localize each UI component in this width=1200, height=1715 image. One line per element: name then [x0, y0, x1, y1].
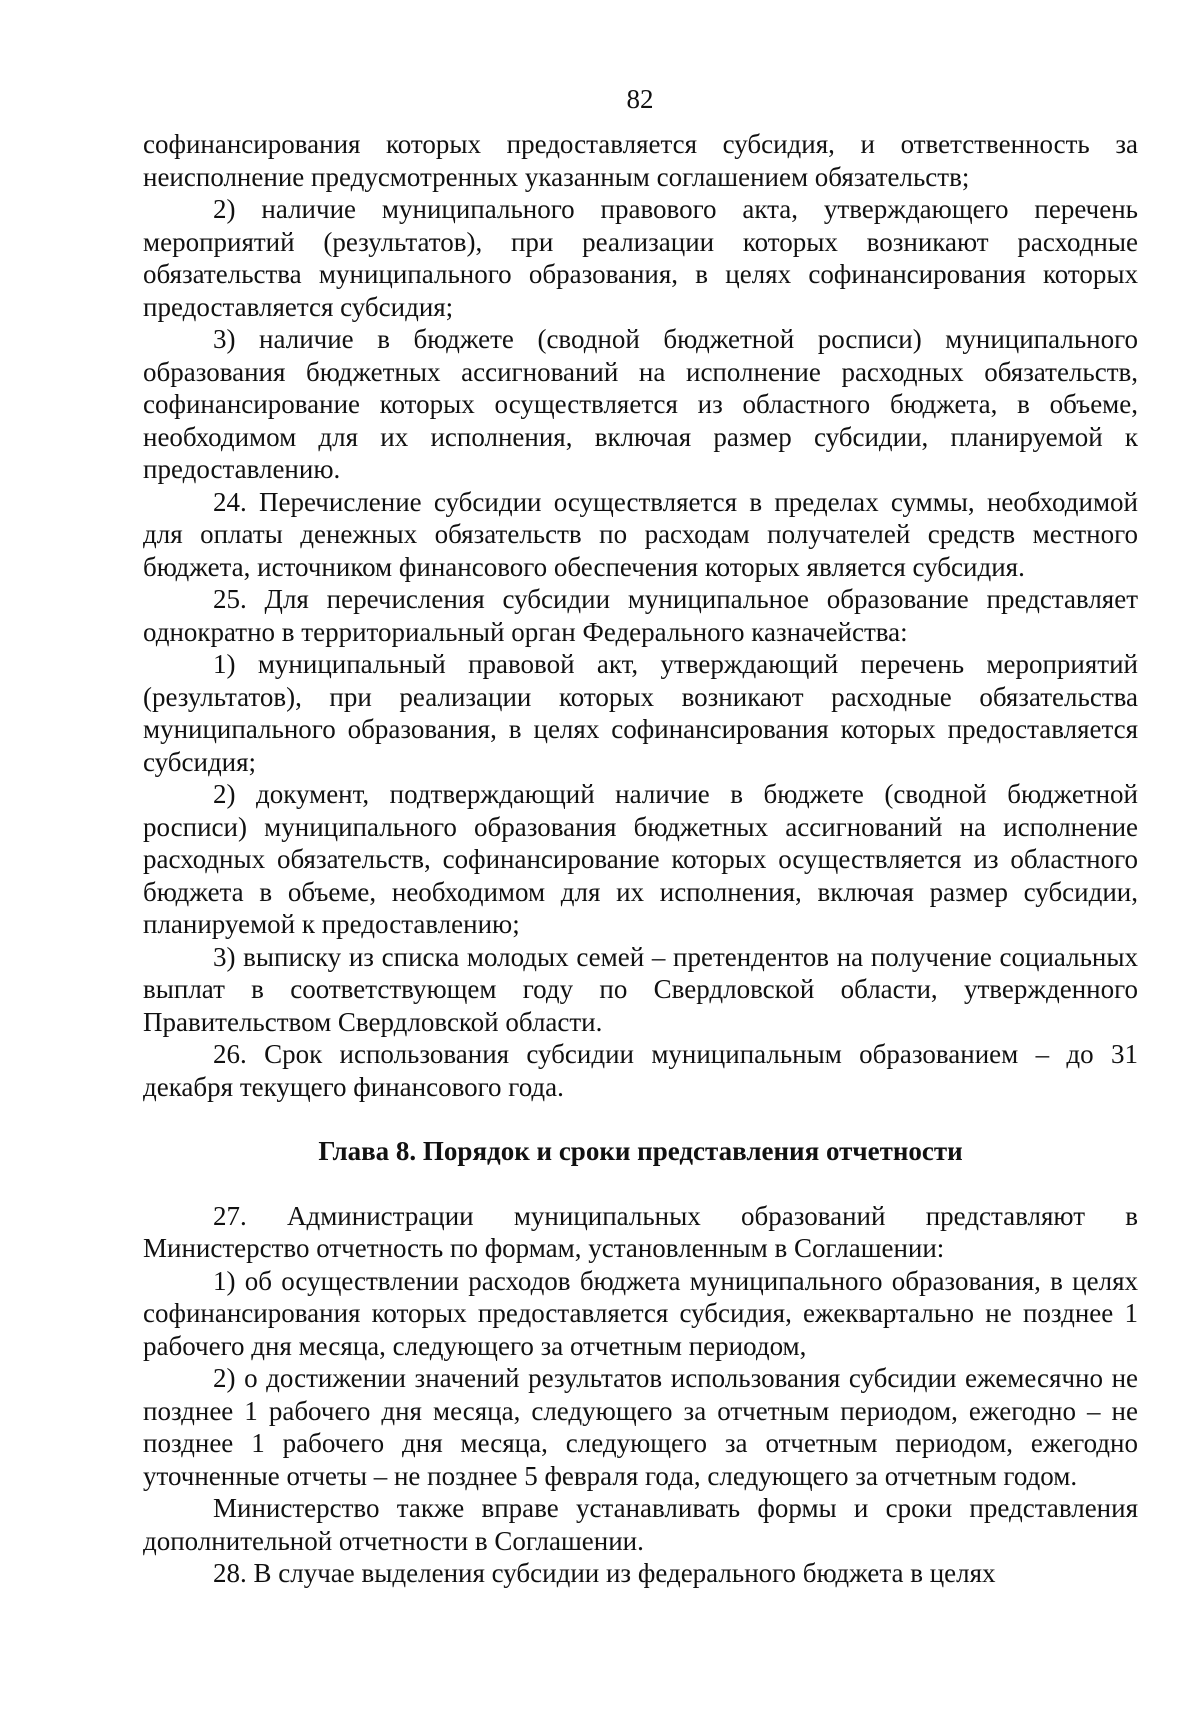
paragraph: 2) наличие муниципального правового акта, утверждающего перечень мероприятий (результатов), при реализации которых возникают расходные обязательства муниципального образования, в целях софинансирования которых предоставляется субсидия; — [143, 194, 1138, 322]
paragraph: 26. Срок использования субсидии муниципальным образованием – до 31 декабря текущего финансового года. — [143, 1039, 1138, 1102]
chapter-heading: Глава 8. Порядок и сроки представления отчетности — [318, 1136, 963, 1166]
paragraph: 2) о достижении значений результатов использования субсидии ежемесячно не позднее 1 рабочего дня месяца, следующего за отчетным периодом, ежегодно – не позднее 1 рабочего дня месяца, следующего за отчетным периодом, ежегодно уточненные отчеты – не позднее 5 февраля года, следующего за отчетным годом. — [143, 1363, 1138, 1491]
document-body — [143, 128, 1138, 1590]
paragraph: 3) наличие в бюджете (сводной бюджетной росписи) муниципального образования бюджетных ассигнований на исполнение расходных обязательств, софинансирование которых осуществляется из областного бюджета, в объеме, необходимом для их исполнения, включая размер субсидии, планируемой к предоставлению. — [143, 324, 1138, 484]
paragraph: 1) об осуществлении расходов бюджета муниципального образования, в целях софинансирования которых предоставляется субсидия, ежеквартально не позднее 1 рабочего дня месяца, следующего за отчетным периодом, — [143, 1265, 1138, 1361]
paragraph: 2) документ, подтверждающий наличие в бюджете (сводной бюджетной росписи) муниципального образования бюджетных ассигнований на исполнение расходных обязательств, софинансирование которых осуществляется из областного бюджета в объеме, необходимом для их исполнения, включая размер субсидии, планируемой к предоставлению; — [143, 779, 1138, 939]
paragraph: софинансирования которых предоставляется субсидия, и ответственность за неисполнение предусмотренных указанным соглашением обязательств; — [143, 129, 1138, 192]
paragraph: 28. В случае выделения субсидии из федерального бюджета в целях — [213, 1558, 996, 1588]
paragraph: 1) муниципальный правовой акт, утверждающий перечень мероприятий (результатов), при реализации которых возникают расходные обязательства муниципального образования, в целях софинансирования которых предоставляется субсидия; — [143, 649, 1138, 777]
paragraph: 3) выписку из списка молодых семей – претендентов на получение социальных выплат в соответствующем году по Свердловской области, утвержденного Правительством Свердловской области. — [143, 941, 1138, 1037]
paragraph: 24. Перечисление субсидии осуществляется в пределах суммы, необходимой для оплаты денежных обязательств по расходам получателей средств местного бюджета, источником финансового обеспечения которых является субсидия. — [143, 486, 1138, 582]
paragraph: Министерство также вправе устанавливать формы и сроки представления дополнительной отчетности в Соглашении. — [143, 1493, 1138, 1556]
paragraph: 27. Администрации муниципальных образований представляют в Министерство отчетность по формам, установленным в Соглашении: — [143, 1200, 1138, 1263]
paragraph: 25. Для перечисления субсидии муниципальное образование представляет однократно в территориальный орган Федерального казначейства: — [143, 584, 1138, 647]
page-number: 82 — [626, 84, 654, 114]
